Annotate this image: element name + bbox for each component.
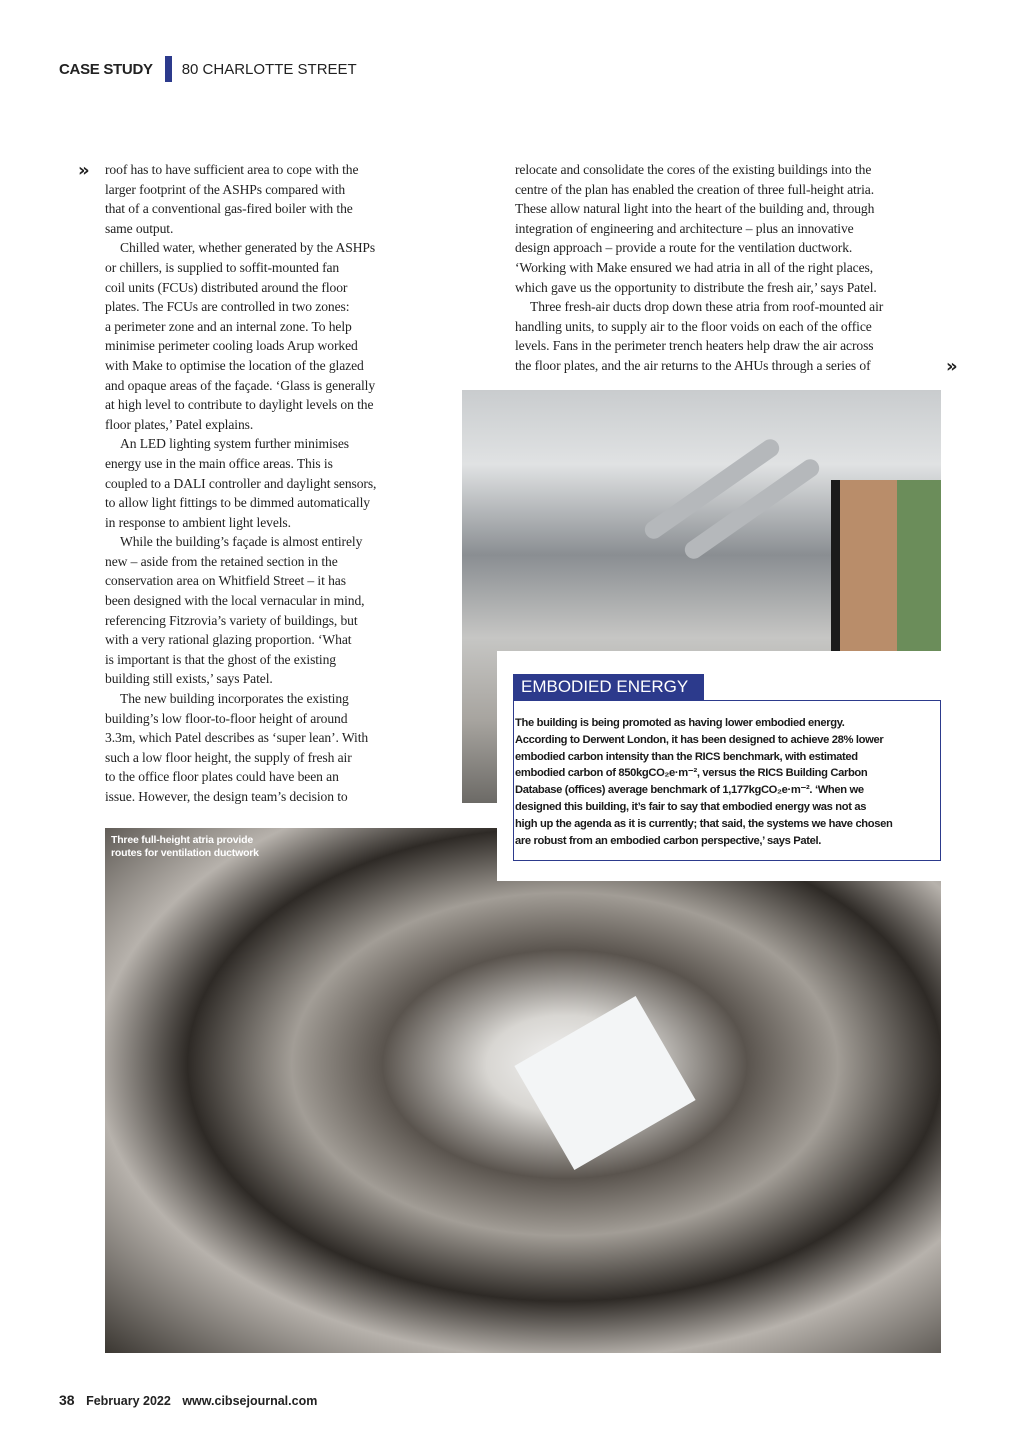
body-column-right <box>515 160 930 376</box>
text-line: such a low floor height, the supply of fresh air <box>105 749 352 765</box>
text-line: which gave us the opportunity to distribute the fresh air,’ says Patel. <box>515 279 877 295</box>
text-line: are robust from an embodied carbon perspective,’ says Patel. <box>515 834 822 847</box>
text-line: The new building incorporates the existing <box>120 691 349 707</box>
text-line: to allow light fittings to be dimmed automatically <box>105 495 370 511</box>
atrium-photo <box>105 828 941 1353</box>
sidebar-title: EMBODIED ENERGY <box>513 674 704 700</box>
text-line: that of a conventional gas-fired boiler with the <box>105 201 353 217</box>
website-link[interactable]: www.cibsejournal.com <box>182 1394 318 1408</box>
photo-caption <box>111 834 259 860</box>
text-line: with a very rational glazing proportion. ‘What <box>105 632 352 648</box>
text-line: or chillers, is supplied to soffit-mounted fan <box>105 259 340 275</box>
text-line: referencing Fitzrovia’s variety of buildings, but <box>105 612 358 628</box>
text-line: Three fresh-air ducts drop down these atria from roof-mounted air <box>530 299 884 315</box>
text-line: is important is that the ghost of the existing <box>105 651 337 667</box>
text-line: high up the agenda as it is currently; that said, the systems we have chosen <box>515 817 893 830</box>
text-line: These allow natural light into the heart of the building and, through <box>515 201 875 217</box>
text-line: energy use in the main office areas. This is <box>105 455 333 471</box>
text-line: roof has to have sufficient area to cope with the <box>105 162 359 177</box>
section-label: CASE STUDY <box>59 60 153 78</box>
text-line: conservation area on Whitfield Street – it has <box>105 573 346 589</box>
page-number: 38 <box>59 1392 75 1408</box>
text-line: centre of the plan has enabled the creation of three full-height atria. <box>515 181 875 197</box>
text-line: coil units (FCUs) distributed around the floor <box>105 279 348 295</box>
text-line: been designed with the local vernacular in mind, <box>105 593 365 609</box>
running-header <box>59 56 357 82</box>
sidebar-box <box>497 651 941 881</box>
text-line: with Make to optimise the location of the glazed <box>105 357 364 373</box>
caption-line: Three full-height atria provide <box>111 834 253 846</box>
text-line: While the building’s façade is almost entirely <box>120 534 363 550</box>
text-line: Chilled water, whether generated by the ASHPs <box>120 240 376 256</box>
page-footer <box>59 1392 317 1408</box>
text-line: larger footprint of the ASHPs compared with <box>105 181 346 197</box>
text-line: coupled to a DALI controller and daylight sensors, <box>105 475 377 491</box>
text-line: issue. However, the design team’s decision to <box>105 789 348 804</box>
text-line: design approach – provide a route for the ventilation ductwork. <box>515 240 853 256</box>
text-line: plates. The FCUs are controlled in two zones: <box>105 299 350 315</box>
text-line: same output. <box>105 220 174 236</box>
text-line: An LED lighting system further minimises <box>120 436 349 452</box>
article-title: 80 CHARLOTTE STREET <box>181 60 357 78</box>
text-line: According to Derwent London, it has been designed to achieve 28% lower <box>515 733 884 746</box>
text-line: floor plates,’ Patel explains. <box>105 416 254 432</box>
text-line: building still exists,’ says Patel. <box>105 671 273 687</box>
text-line: and opaque areas of the façade. ‘Glass is generally <box>105 377 376 393</box>
text-line: relocate and consolidate the cores of the existing buildings into the <box>515 162 872 177</box>
text-line: integration of engineering and architecture – plus an innovative <box>515 220 854 236</box>
text-line: 3.3m, which Patel describes as ‘super lean’. With <box>105 730 369 746</box>
body-column-left <box>105 160 415 807</box>
text-line: a perimeter zone and an internal zone. To help <box>105 318 352 334</box>
text-line: Database (offices) average benchmark of 1,177kgCO₂e·m⁻². ‘When we <box>515 784 864 797</box>
text-line: ‘Working with Make ensured we had atria in all of the right places, <box>515 259 873 275</box>
caption-line: routes for ventilation ductwork <box>111 847 259 859</box>
text-line: at high level to contribute to daylight levels on the <box>105 397 374 413</box>
text-line: handling units, to supply air to the floor voids on each of the office <box>515 318 872 334</box>
text-line: new – aside from the retained section in the <box>105 553 338 569</box>
text-line: The building is being promoted as having lower embodied energy. <box>515 717 845 729</box>
text-line: embodied carbon of 850kgCO₂e·m⁻², versus the RICS Building Carbon <box>515 767 868 780</box>
issue-date: February 2022 <box>86 1394 171 1408</box>
text-line: to the office floor plates could have been an <box>105 769 339 785</box>
text-line: levels. Fans in the perimeter trench heaters help draw the air across <box>515 338 874 354</box>
double-chevron-right-icon: » <box>946 356 958 377</box>
double-chevron-right-icon: » <box>78 160 90 181</box>
header-divider <box>165 56 172 82</box>
sidebar-text <box>515 715 893 849</box>
text-line: in response to ambient light levels. <box>105 514 291 530</box>
text-line: designed this building, it’s fair to say that embodied energy was not as <box>515 800 867 813</box>
text-line: embodied carbon intensity than the RICS benchmark, with estimated <box>515 750 858 763</box>
text-line: the floor plates, and the air returns to the AHUs through a series of <box>515 357 871 373</box>
text-line: building’s low floor-to-floor height of around <box>105 710 348 726</box>
text-line: minimise perimeter cooling loads Arup worked <box>105 338 358 354</box>
